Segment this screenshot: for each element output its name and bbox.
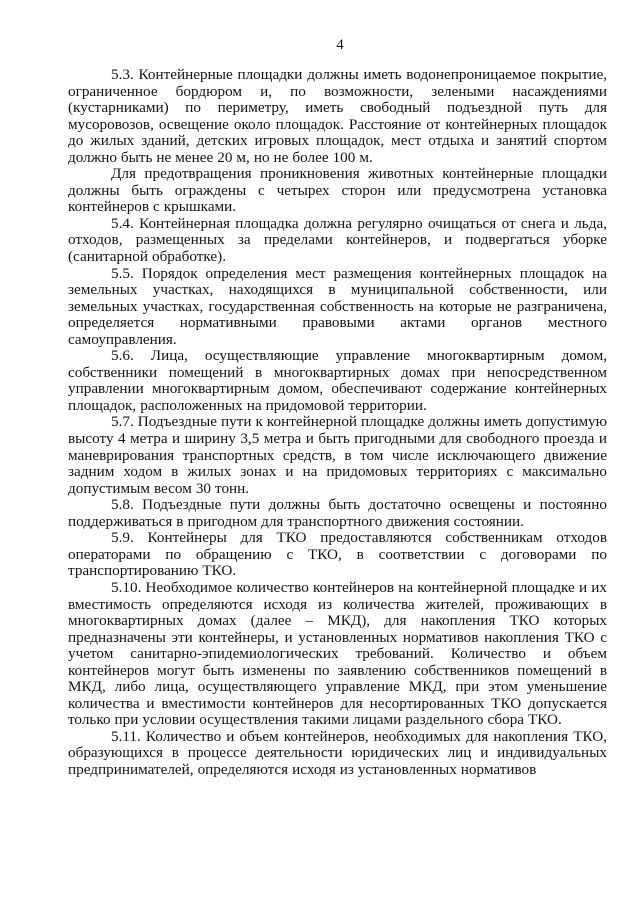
paragraph-5-10: 5.10. Необходимое количество контейнеров на контейнерной площадке и их вместимость определяются исходя из количества жителей, проживающих в многоквартирных домах (далее – МКД), для накопления ТКО которых предназначены эти контейнеры, и установленных нормативов накопления ТКО с учетом санитарно-эпидемиологических требований. Количество и объем контейнеров могут быть изменены по заявлению собственников помещений в МКД, либо лица, осуществляющего управление МКД, при этом уменьшение количества и вместимости контейнеров для несортированных ТКО допускается только при условии осуществления такими лицами раздельного сбора ТКО. [68,578,607,729]
paragraph-5-3: 5.3. Контейнерные площадки должны иметь водонепроницаемое покрытие, ограниченное бордюром и, по возможности, зелеными насаждениями (кустарниками) по периметру, иметь свободный подъездной путь для мусоровозов, освещение около площадок. Расстояние от контейнерных площадок до жилых зданий, детских игровых площадок, мест отдыха и занятий спортом должно быть не менее 20 м, но не более 100 м. [68,66,607,166]
page-number: 4 [336,37,344,53]
paragraph-5-5: 5.5. Порядок определения мест размещения контейнерных площадок на земельных участках, находящихся в муниципальной собственности, или земельных участках, государственная собственность на которые не разграничена, определяется нормативными правовыми актами органов местного самоуправления. [68,264,607,348]
paragraph-5-6: 5.6. Лица, осуществляющие управление многоквартирным домом, собственники помещений в многоквартирных домах при непосредственном управлении многоквартирным домом, обеспечивают содержание контейнерных площадок, расположенных на придомовой территории. [68,347,607,414]
paragraph-5-4: 5.4. Контейнерная площадка должна регулярно очищаться от снега и льда, отходов, размещенных за пределами контейнеров, и подвергаться уборке (санитарной обработке). [68,214,607,266]
paragraph-5-8: 5.8. Подъездные пути должны быть достаточно освещены и постоянно поддерживаться в пригодном для транспортного движения состоянии. [68,496,607,530]
paragraph-5-9: 5.9. Контейнеры для ТКО предоставляются собственникам отходов операторами по обращению с ТКО, в соответствии с договорами по транспортированию ТКО. [68,529,607,580]
paragraph-5-11: 5.11. Количество и объем контейнеров, необходимых для накопления ТКО, образующихся в процессе деятельности юридических лиц и индивидуальных предпринимателей, определяются исходя из установленных нормативов [68,727,607,778]
paragraph-5-7: 5.7. Подъездные пути к контейнерной площадке должны иметь допустимую высоту 4 метра и ширину 3,5 метра и быть пригодными для свободного проезда и маневрирования транспортных средств, в том числе исключающего движение задним ходом в жилых зонах и на придомовых территориях с максимально допустимым весом 30 тонн. [68,413,607,497]
paragraph-5-3-fencing: Для предотвращения проникновения животных контейнерные площадки должны быть ограждены с четырех сторон или предусмотрена установка контейнеров с крышками. [68,165,607,216]
document-body [68,67,607,779]
